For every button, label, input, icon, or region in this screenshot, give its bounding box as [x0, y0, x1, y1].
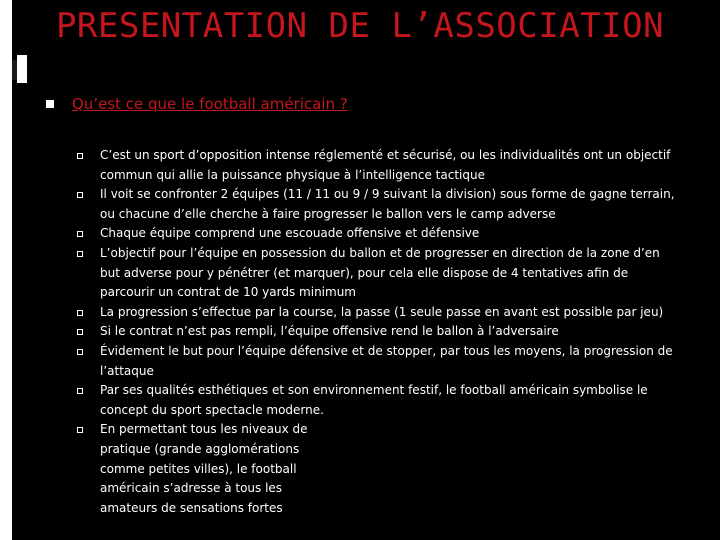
list-item — [77, 322, 677, 342]
list-item-text: Il voit se confronter 2 équipes (11 / 11 ou 9 / 9 suivant la division) sous forme de gagne terrain, ou chacune d’elle cherche à faire progresser le ballon vers le camp adverse — [100, 187, 675, 221]
list-item-text: C’est un sport d’opposition intense réglementé et sécurisé, ou les individualités ont un objectif commun qui allie la puissance physique à l’intelligence tactique — [100, 148, 671, 182]
list-item-text: Si le contrat n’est pas rempli, l’équipe offensive rend le ballon à l’adversaire — [100, 324, 559, 339]
list-item-text: La progression s’effectue par la course, la passe (1 seule passe en avant est possible par jeu) — [100, 304, 664, 319]
hollow-square-bullet-icon — [77, 310, 83, 316]
level1-bullet-item — [46, 95, 348, 113]
list-item — [77, 185, 677, 224]
list-item-text: Chaque équipe comprend une escouade offensive et défensive — [100, 226, 480, 241]
hollow-square-bullet-icon — [77, 349, 83, 355]
list-item-text: Évidement le but pour l’équipe défensive et de stopper, par tous les moyens, la progression de l’attaque — [100, 343, 673, 378]
bullet-list — [77, 146, 677, 518]
list-item — [77, 381, 677, 420]
decorative-square — [17, 55, 27, 83]
hollow-square-bullet-icon — [77, 427, 83, 433]
list-item — [77, 420, 677, 518]
square-bullet-icon — [46, 100, 54, 108]
list-item-text: L’objectif pour l’équipe en possession du ballon et de progresser en direction de la zone d’en but adverse pour y pénétrer (et marquer), pour cela elle dispose de 4 tentatives afin de parcourir un contrat de 10 yards minimum — [100, 245, 660, 300]
list-item — [77, 146, 677, 185]
left-accent-strip — [0, 0, 12, 540]
level1-question-link[interactable]: Qu’est ce que le football américain ? — [72, 95, 348, 113]
hollow-square-bullet-icon — [77, 192, 83, 198]
list-item-text: Par ses qualités esthétiques et son environnement festif, le football américain symbolise le concept du sport spectacle moderne. — [100, 383, 648, 417]
list-item-text: En permettant tous les niveaux de pratique (grande agglomérations comme petites villes), le football américain s’adresse à tous les amateurs de sensations fortes — [100, 422, 308, 515]
list-item — [77, 224, 677, 244]
list-item — [77, 244, 677, 303]
list-item — [77, 342, 677, 381]
slide-title: PRESENTATION DE L’ASSOCIATION — [55, 6, 665, 46]
hollow-square-bullet-icon — [77, 388, 83, 394]
hollow-square-bullet-icon — [77, 231, 83, 237]
hollow-square-bullet-icon — [77, 153, 83, 159]
list-item — [77, 303, 677, 323]
hollow-square-bullet-icon — [77, 329, 83, 335]
decorative-square-dark — [12, 60, 17, 80]
hollow-square-bullet-icon — [77, 251, 83, 257]
